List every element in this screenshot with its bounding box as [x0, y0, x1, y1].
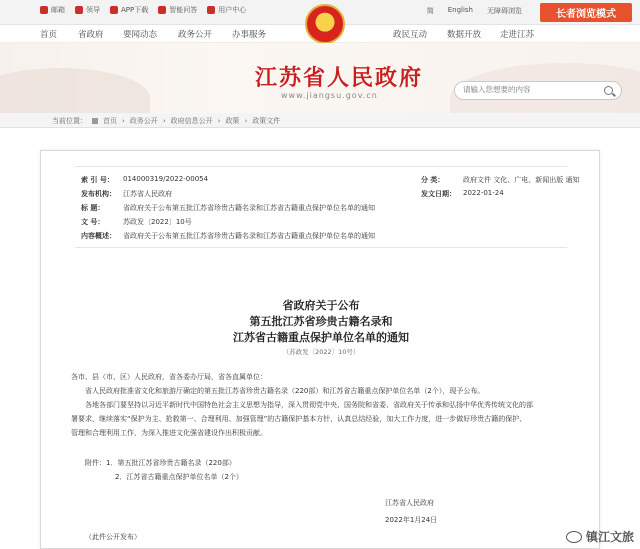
mail-link[interactable]: 邮箱	[40, 5, 65, 15]
site-title: 江苏省人民政府	[255, 65, 424, 91]
document-card	[40, 150, 600, 549]
nav-gov-affairs[interactable]: 政务公开	[178, 30, 213, 40]
summary-value: 省政府关于公布第五批江苏省珍贵古籍名录和江苏省古籍重点保护单位名单的通知	[123, 232, 375, 240]
doc-number: （苏政发〔2022〕10号）	[282, 348, 360, 356]
watermark	[566, 528, 634, 545]
docno-label: 文 号：	[81, 218, 105, 226]
nav-home[interactable]: 首页	[40, 30, 58, 40]
doc-sign-date: 2022年1月24日	[385, 516, 438, 524]
chat-icon	[158, 6, 166, 14]
national-emblem-icon: ★	[305, 4, 345, 44]
doc-publish-note: （此件公开发布）	[85, 533, 141, 541]
nav-services[interactable]: 办事服务	[232, 30, 267, 40]
index-label: 索 引 号：	[81, 176, 114, 184]
doc-para2-line1: 各地各部门要坚持以习近平新时代中国特色社会主义思想为指导，深入贯彻党中央、国务院和省委、省政府关于传承和弘扬中华优秀传统文化的部	[85, 401, 533, 409]
issuer-value: 江苏省人民政府	[123, 190, 172, 198]
search-icon[interactable]	[604, 86, 613, 95]
user-center-link[interactable]: 用户中心	[207, 5, 246, 15]
docno-value: 苏政发〔2022〕10号	[123, 218, 192, 226]
issuer-label: 发布机构：	[81, 190, 116, 198]
date-label: 发文日期：	[421, 190, 456, 198]
index-value: 014000319/2022-00054	[123, 175, 209, 183]
doc-title-line3: 江苏省古籍重点保护单位名单的通知	[233, 331, 409, 344]
search-box[interactable]	[454, 81, 622, 100]
doc-signer: 江苏省人民政府	[385, 499, 434, 507]
nav-news[interactable]: 要闻动态	[123, 30, 158, 40]
mail-icon	[40, 6, 48, 14]
app-download-link[interactable]: APP下载	[110, 5, 148, 15]
home-icon	[92, 118, 98, 124]
elder-mode-button[interactable]: 长者浏览模式	[540, 3, 632, 22]
title-value: 省政府关于公布第五批江苏省珍贵古籍名录和江苏省古籍重点保护单位名单的通知	[123, 204, 375, 212]
nav-about-jiangsu[interactable]: 走进江苏	[500, 30, 535, 40]
site-url: www.jiangsu.gov.cn	[281, 91, 378, 100]
breadcrumb-policy[interactable]: 政策	[225, 117, 240, 125]
doc-title-line1: 省政府关于公布	[282, 299, 360, 312]
search-input[interactable]	[463, 85, 593, 94]
breadcrumb-gov-affairs[interactable]: 政务公开	[129, 117, 158, 125]
accessibility-link[interactable]: 无障碍浏览	[487, 7, 522, 15]
doc-title-line2: 第五批江苏省珍贵古籍名录和	[249, 315, 393, 328]
phone-icon	[110, 6, 118, 14]
site-banner	[0, 43, 640, 113]
doc-para2-line2: 署要求，继续落实“保护为主、抢救第一、合理利用、加强管理”的古籍保护基本方针，认真总结经验，加大工作力度，进一步做好珍贵古籍的保护、	[71, 415, 527, 423]
doc-para2-line3: 管理和合理利用工作，为深入推进文化强省建设作出积极贡献。	[71, 429, 267, 437]
simplified-chinese-link[interactable]: 简	[426, 7, 434, 15]
nav-interaction[interactable]: 政民互动	[393, 30, 428, 40]
doc-attachment-2: 2．江苏省古籍重点保护单位名单（2个）	[115, 473, 243, 481]
summary-label: 内容概述：	[81, 232, 116, 240]
doc-salutation: 各市、县（市、区）人民政府，省各委办厅局，省各直属单位：	[71, 373, 267, 381]
breadcrumb-policy-docs[interactable]: 政策文件	[252, 117, 281, 125]
date-value: 2022-01-24	[463, 189, 504, 197]
title-label: 标 题：	[81, 204, 105, 212]
category-value: 政府文件 文化、广电、新闻出版 通知	[463, 176, 580, 184]
breadcrumb-home[interactable]: 首页	[103, 117, 117, 125]
breadcrumb-label: 当前位置：	[52, 117, 87, 125]
doc-para1: 省人民政府批准省文化和旅游厅确定的第五批江苏省珍贵古籍名录（220部）和江苏省古籍重点保护单位名单（2个），现予公布。	[85, 387, 485, 395]
english-link[interactable]: English	[447, 6, 473, 14]
smart-qa-link[interactable]: 智能问答	[158, 5, 197, 15]
category-label: 分 类：	[421, 176, 445, 184]
breadcrumb: 当前位置： 首页 › 政务公开 › 政府信息公开 › 政策 › 政策文件	[0, 113, 640, 128]
leader-link[interactable]: 领导	[75, 5, 100, 15]
doc-attachment-1: 附件：1．第五批江苏省珍贵古籍名录（220部）	[85, 459, 236, 467]
user-icon	[207, 6, 215, 14]
nav-open-data[interactable]: 数据开放	[447, 30, 482, 40]
watermark-text: 镇江文旅	[585, 530, 634, 544]
breadcrumb-info-disclosure[interactable]: 政府信息公开	[170, 117, 213, 125]
nav-provincial-gov[interactable]: 省政府	[78, 30, 104, 40]
wechat-icon	[566, 531, 582, 543]
leader-icon	[75, 6, 83, 14]
